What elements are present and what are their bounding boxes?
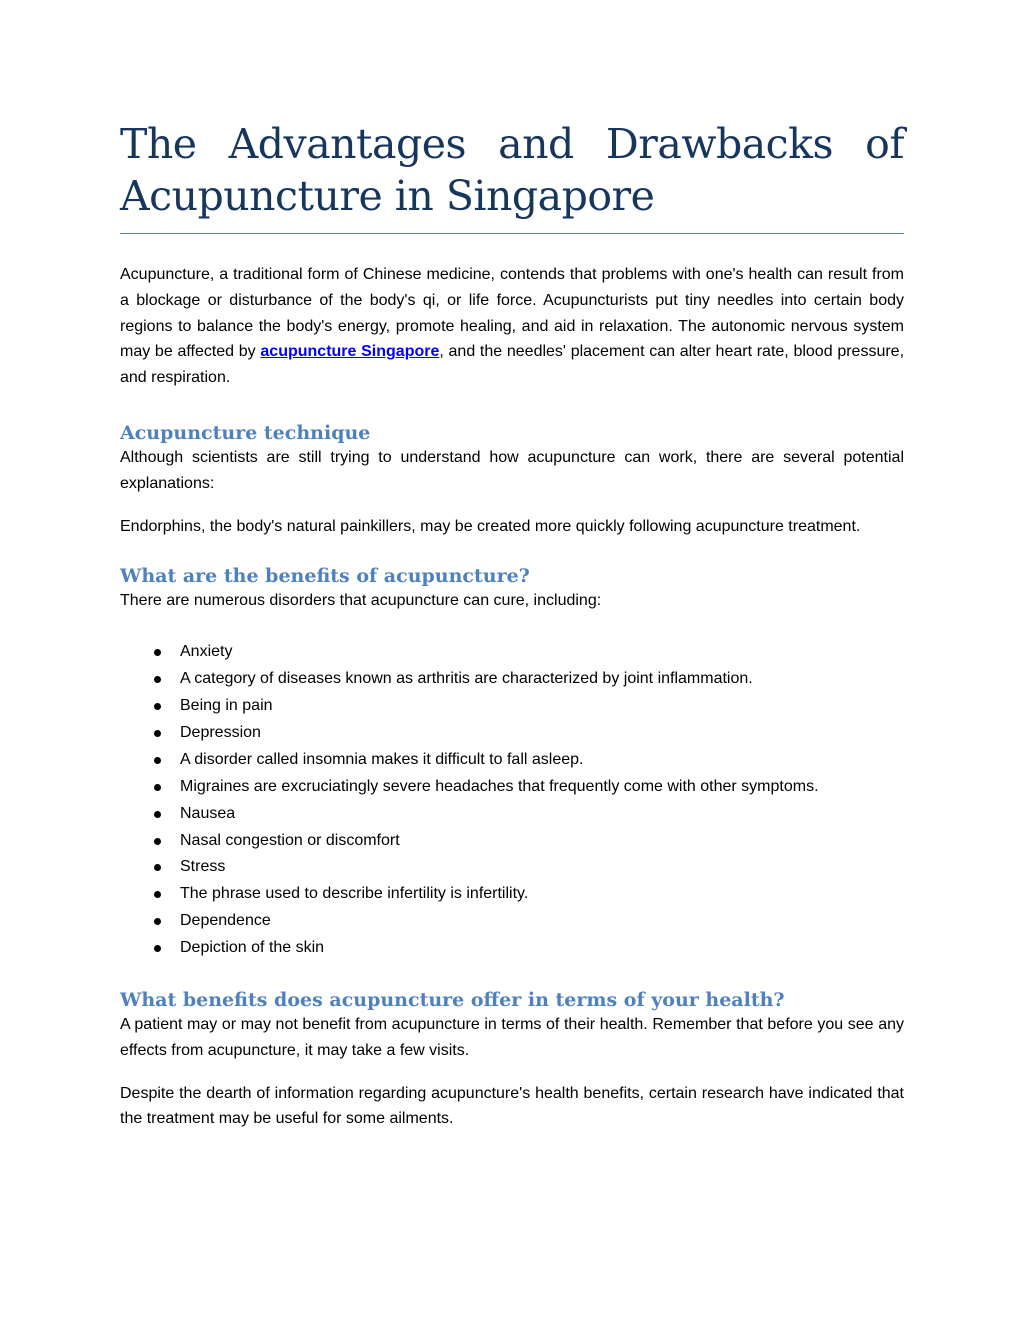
document-title [120,118,904,234]
list-item-text: Being in pain [180,696,273,714]
list-item [120,720,904,747]
list-item-text: Anxiety [180,643,233,661]
heading-benefits: What are the benefits of acupuncture? [120,565,530,588]
bullet-icon [154,649,161,656]
list-item [120,908,904,935]
heading-technique: Acupuncture technique [120,421,371,444]
bullet-icon [154,676,161,683]
list-item [120,747,904,774]
health-paragraph-1: A patient may or may not benefit from acupuncture in terms of their health. Remember that before you see any effects from acupuncture, it may take a few visits. [120,1016,904,1059]
bullet-icon [154,864,161,871]
bullet-icon [154,891,161,898]
acupuncture-singapore-link[interactable]: acupuncture Singapore [260,343,440,361]
document-page [120,118,904,1132]
intro-paragraph [120,262,904,391]
heading-health-benefits: What benefits does acupuncture offer in terms of your health? [120,989,785,1012]
list-item-text: Nausea [180,804,236,822]
intro-text-after-link: , and the needles' placement can alter heart rate, blood pressure, and respiration. [120,343,905,387]
list-item [120,639,904,666]
list-item [120,854,904,881]
list-item-text: Depression [180,723,261,741]
list-item [120,693,904,720]
bullet-icon [154,811,161,818]
list-item [120,935,904,962]
health-paragraph-2: Despite the dearth of information regarding acupuncture's health benefits, certain research have indicated that the treatment may be useful for some ailments. [120,1084,904,1128]
bullet-icon [154,945,161,952]
intro-text-before-link: Acupuncture, a traditional form of Chinese medicine, contends that problems with one's health can result from a blockage or disturbance of the body's qi, or life force. Acupuncturists put tiny needles into certain body regions to balance the body's energy, promote healing, and aid in relaxation. The autonomic nervous system may be affected by [120,266,904,361]
benefits-paragraph: There are numerous disorders that acupuncture can cure, including: [120,592,602,610]
bullet-icon [154,918,161,925]
bullet-icon [154,757,161,764]
list-item-text: The phrase used to describe infertility is infertility. [180,885,529,903]
bullet-icon [154,784,161,791]
list-item-text: Dependence [180,912,271,930]
title-line-2: Acupuncture in Singapore [120,172,655,220]
list-item-text: Nasal congestion or discomfort [180,831,400,849]
bullet-icon [154,703,161,710]
technique-paragraph-1: Although scientists are still trying to understand how acupuncture can work, there are several potential explanations: [120,448,904,492]
list-item [120,801,904,828]
list-item [120,828,904,855]
list-item-text: A disorder called insomnia makes it difficult to fall asleep. [180,750,584,768]
bullet-icon [154,730,161,737]
technique-paragraph-2: Endorphins, the body's natural painkillers, may be created more quickly following acupuncture treatment. [120,517,861,535]
list-item [120,666,904,693]
list-item [120,881,904,908]
benefits-list [120,639,904,962]
title-line-1: The Advantages and Drawbacks of [120,120,904,168]
list-item-text: Stress [180,858,226,876]
list-item-text: A category of diseases known as arthritis are characterized by joint inflammation. [180,670,753,688]
list-item [120,774,904,801]
bullet-icon [154,838,161,845]
list-item-text: Depiction of the skin [180,939,325,957]
list-item-text: Migraines are excruciatingly severe headaches that frequently come with other symptoms. [180,777,819,795]
